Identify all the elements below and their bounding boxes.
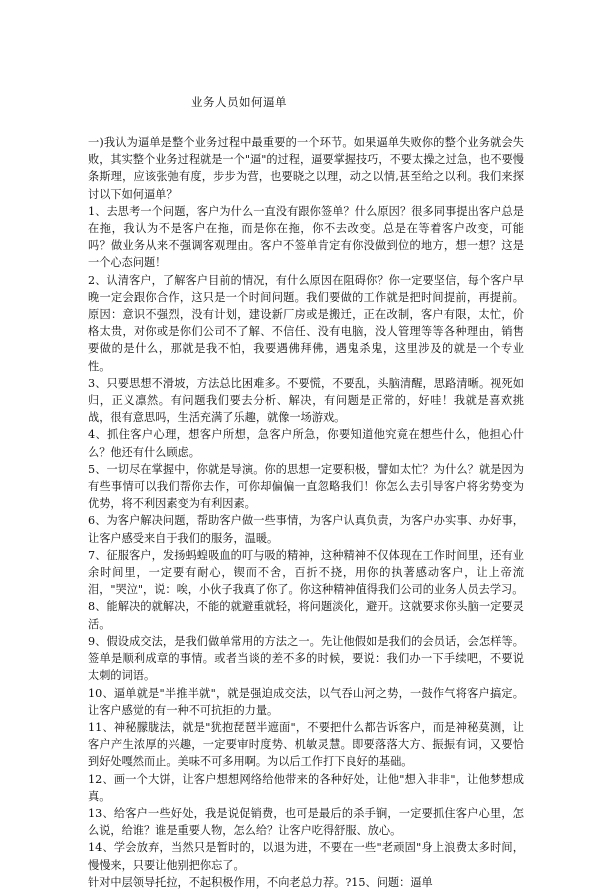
paragraph-closing: 针对中层领导托拉，不起积极作用，不向老总力荐。?15、问题：逼单 bbox=[88, 875, 433, 889]
paragraph-item-13: 13、给客户一些好处，我是说促销费，也可是最后的杀手锏，一定要抓住客户心里，怎么说，给谁？谁是重要人物，怎么给？让客户吃得舒服、放心。 bbox=[88, 806, 524, 838]
paragraph-item-11: 11、神秘朦胧法，就是"犹抱琵琶半遮面"，不要把什么都告诉客户，而是神秘莫测，让客户产生浓厚的兴趣，一定要审时度势、机敏灵慧。即要落落大方、振振有词，又要恰到好处嘎然而止。美味不可多用啊。为以后工作打下良好的基础。 bbox=[88, 720, 524, 769]
paragraph-item-12: 12、画一个大饼，让客户想想网络给他带来的各种好处，让他"想入非非"，让他梦想成真。 bbox=[88, 772, 524, 803]
paragraph-item-2: 2、认清客户，了解客户目前的情况，有什么原因在阻碍你？你一定要坚信，每个客户早晚一定会跟你合作，这只是一个时间问题。我们要做的工作就是把时间提前，再提前。原因：意识不强烈，没有计划，建设新厂房或是搬迁，正在改制，客户有限，太忙，价格太贵，对你或是你们公司不了解、不信任、没有电脑，没人管理等等各种理由，销售要做的是什么，那就是我不怕，我要遇佛拜佛，遇鬼杀鬼，这里涉及的就是一个专业性。 bbox=[88, 273, 524, 373]
document-body bbox=[88, 134, 524, 891]
paragraph-item-6: 6、为客户解决问题，帮助客户做一些事情，为客户认真负责，为客户办实事、办好事，让客户感受来自于我们的服务，温暖。 bbox=[88, 514, 524, 545]
paragraph-item-5: 5、一切尽在掌握中，你就是导演。你的思想一定要积极，譬如太忙？为什么？就是因为有些事情可以我们帮你去作，可你却偏偏一直忽略我们！你怎么去引导客户将劣势变为优势，将不利因素变为有利因素。 bbox=[88, 462, 524, 511]
paragraph-item-8: 8、能解决的就解决，不能的就避重就轻，将问题淡化，避开。这就要求你头脑一定要灵活。 bbox=[88, 600, 524, 631]
paragraph-item-3: 3、只要思想不滑坡，方法总比困难多。不要慌，不要乱，头脑清醒，思路清晰。视死如归，正义凛然。有问题我们要去分析、解决，有问题是正常的，好哇！我就是喜欢挑战，很有意思吗，生活充满了乐趣，就像一场游戏。 bbox=[88, 376, 524, 425]
paragraph-item-14: 14、学会放弃，当然只是暂时的，以退为进，不要在一些"老顽固"身上浪费太多时间，慢慢来，只要让他别把你忘了。 bbox=[88, 841, 524, 872]
document-title: 业务人员如何逼单 bbox=[191, 95, 287, 109]
paragraph-item-9: 9、假设成交法，是我们做单常用的方法之一。先让他假如是我们的会员话，会怎样等。签单是顺利成章的事情。或者当谈的差不多的时候，要说：我们办一下手续吧，不要说太刺的词语。 bbox=[88, 634, 524, 683]
paragraph-item-4: 4、抓住客户心理，想客户所想，急客户所急，你要知道他究竟在想些什么，他担心什么？他还有什么顾虑。 bbox=[88, 428, 524, 459]
paragraph-item-7: 7、征服客户，发扬蚂蝗吸血的叮与吸的精神，这种精神不仅体现在工作时间里，还有业余时间里，一定要有耐心，锲而不舍，百折不挠，用你的执著感动客户，让上帝流泪，"哭泣"，说：唉，小伙子我真了你了。你这种精神值得我们公司的业务人员去学习。 bbox=[88, 548, 524, 597]
paragraph-item-1: 1、去思考一个问题，客户为什么一直没有跟你签单？什么原因？很多同事提出客户总是在拖，我认为不是客户在拖，而是你在拖，你不去改变。总是在等着客户改变，可能吗？做业务从来不强调客观理由。客户不签单肯定有你没做到位的地方，想一想？这是一个心态问题！ bbox=[88, 204, 524, 270]
paragraph-item-10: 10、逼单就是"半推半就"，就是强迫成交法，以气吞山河之势，一鼓作气将客户搞定。让客户感觉的有一种不可抗拒的力量。 bbox=[88, 686, 524, 717]
paragraph-intro: 一)我认为逼单是整个业务过程中最重要的一个环节。如果逼单失败你的整个业务就会失败，其实整个业务过程就是一个"逼"的过程，逼要掌握技巧，不要太操之过急，也不要慢条斯理，应该张弛有度，步步为营，也要晓之以理，动之以情,甚至给之以利。我们来探讨以下如何逼单？ bbox=[88, 136, 524, 201]
